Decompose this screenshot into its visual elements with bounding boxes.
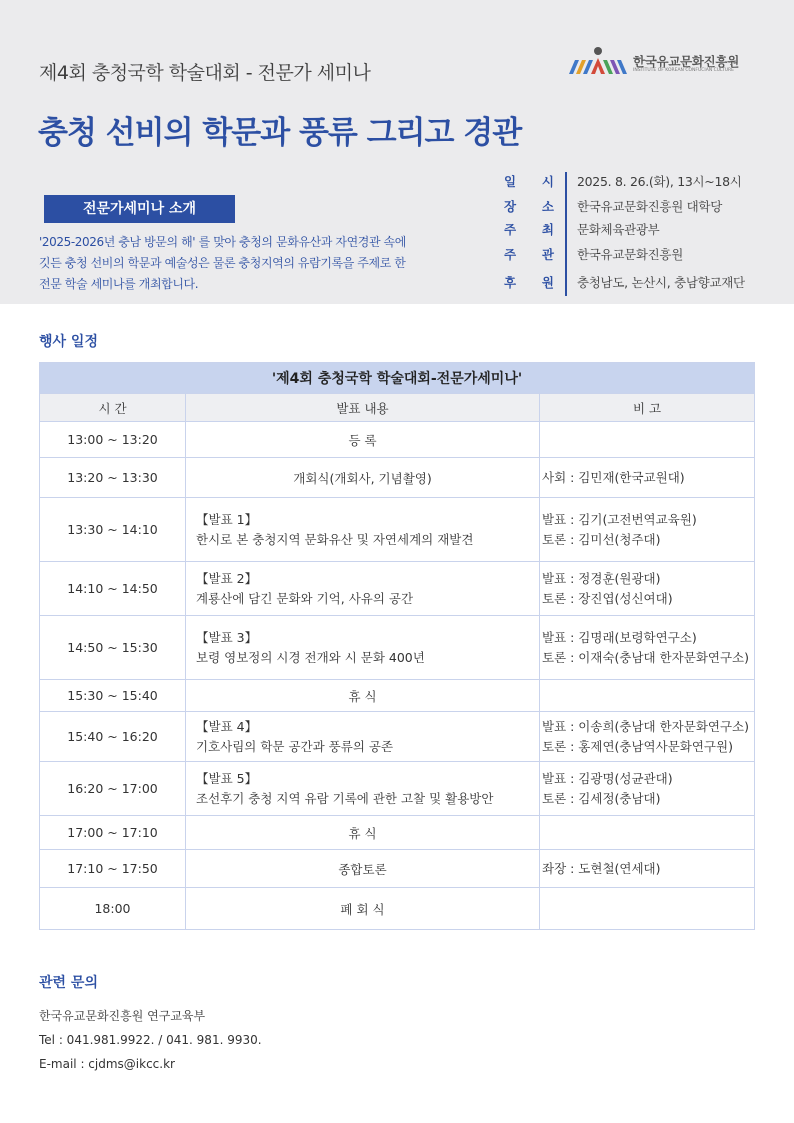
logo-mark-icon xyxy=(567,46,629,78)
intro-line: '2025-2026년 충남 방문의 해' 를 맞아 충청의 문화유산과 자연경관 속에 xyxy=(39,235,406,249)
table-row xyxy=(40,680,755,712)
content-line: 【발표 2】 xyxy=(196,570,258,586)
event-subtitle: 제4회 충청국학 학술대회 - 전문가 세미나 xyxy=(39,62,371,84)
cell-content xyxy=(186,712,540,762)
cell-note xyxy=(540,616,755,680)
table-title: '제4회 충청국학 학술대회-전문가세미나' xyxy=(40,363,755,394)
content-line: 휴 식 xyxy=(348,825,377,841)
cell-content xyxy=(186,562,540,616)
cell-content xyxy=(186,498,540,562)
cell-note xyxy=(540,888,755,930)
note-line: 발표 : 김광명(성균관대) xyxy=(542,770,673,786)
table-row xyxy=(40,762,755,816)
cell-content xyxy=(186,850,540,888)
info-label: 장 소 xyxy=(504,199,554,214)
cell-content xyxy=(186,458,540,498)
cell-time: 16:20 ~ 17:00 xyxy=(40,762,186,816)
table-row xyxy=(40,712,755,762)
contact-phone: Tel : 041.981.9922. / 041. 981. 9930. xyxy=(39,1033,262,1047)
cell-content xyxy=(186,888,540,930)
cell-note xyxy=(540,762,755,816)
content-line: 한시로 본 충청지역 문화유산 및 자연세계의 재발견 xyxy=(196,531,474,547)
content-line: 【발표 4】 xyxy=(196,718,258,734)
info-label: 주 최 xyxy=(504,222,554,237)
cell-note xyxy=(540,562,755,616)
table-row xyxy=(40,562,755,616)
note-line: 발표 : 김명래(보령학연구소) xyxy=(542,629,697,645)
contact-section-title: 관련 문의 xyxy=(39,975,98,991)
cell-note xyxy=(540,850,755,888)
table-row xyxy=(40,816,755,850)
note-line: 좌장 : 도현철(연세대) xyxy=(542,860,661,876)
cell-time: 14:10 ~ 14:50 xyxy=(40,562,186,616)
content-line: 보령 영보정의 시경 전개와 시 문화 400년 xyxy=(196,649,425,665)
contact-info xyxy=(39,1004,262,1076)
content-line: 폐 회 식 xyxy=(340,901,385,917)
table-row xyxy=(40,422,755,458)
cell-content xyxy=(186,762,540,816)
logo-name: 한국유교문화진흥원 xyxy=(633,54,739,69)
cell-time: 13:00 ~ 13:20 xyxy=(40,422,186,458)
cell-note xyxy=(540,498,755,562)
intro-badge: 전문가세미나 소개 xyxy=(44,195,235,223)
intro-line: 전문 학술 세미나를 개최합니다. xyxy=(39,277,199,291)
column-header-note: 비 고 xyxy=(540,394,755,422)
cell-content xyxy=(186,680,540,712)
info-value: 한국유교문화진흥원 대학당 xyxy=(577,199,722,214)
note-line: 토론 : 이재숙(충남대 한자문화연구소) xyxy=(542,649,750,665)
header-band xyxy=(0,0,794,304)
info-label: 일 시 xyxy=(504,174,554,189)
intro-line: 깃든 충청 선비의 학문과 예술성은 물론 충청지역의 유람기록을 주제로 한 xyxy=(39,256,406,270)
note-line: 토론 : 김세정(충남대) xyxy=(542,790,661,806)
content-line: 【발표 3】 xyxy=(196,629,258,645)
info-value: 충청남도, 논산시, 충남향교재단 xyxy=(577,275,745,290)
note-line: 토론 : 김미선(청주대) xyxy=(542,531,661,547)
note-line: 사회 : 김민재(한국교원대) xyxy=(542,469,685,485)
table-row xyxy=(40,616,755,680)
table-row xyxy=(40,888,755,930)
note-line: 발표 : 김기(고전번역교육원) xyxy=(542,511,697,527)
intro-text xyxy=(39,232,439,295)
content-line: 【발표 5】 xyxy=(196,770,258,786)
table-row xyxy=(40,498,755,562)
cell-content xyxy=(186,616,540,680)
cell-content xyxy=(186,816,540,850)
content-line: 종합토론 xyxy=(338,861,387,877)
contact-email: E-mail : cjdms@ikcc.kr xyxy=(39,1057,175,1071)
contact-department: 한국유교문화진흥원 연구교육부 xyxy=(39,1009,206,1023)
cell-time: 13:20 ~ 13:30 xyxy=(40,458,186,498)
cell-content xyxy=(186,422,540,458)
logo-english-name: INSTITUTE OF KOREAN CONFUCIAN CULTURE xyxy=(633,68,734,73)
schedule-section-title: 행사 일정 xyxy=(39,334,98,350)
note-line: 토론 : 홍제연(충남역사문화연구원) xyxy=(542,738,733,754)
table-row xyxy=(40,458,755,498)
content-line: 【발표 1】 xyxy=(196,511,258,527)
info-divider xyxy=(565,172,567,296)
cell-time: 14:50 ~ 15:30 xyxy=(40,616,186,680)
cell-time: 15:40 ~ 16:20 xyxy=(40,712,186,762)
institute-logo xyxy=(567,46,757,82)
info-value: 한국유교문화진흥원 xyxy=(577,247,683,262)
info-value: 2025. 8. 26.(화), 13시~18시 xyxy=(577,174,742,189)
table-row xyxy=(40,850,755,888)
content-line: 기호사림의 학문 공간과 풍류의 공존 xyxy=(196,738,394,754)
cell-time: 15:30 ~ 15:40 xyxy=(40,680,186,712)
schedule-table xyxy=(39,362,755,930)
content-line: 등 록 xyxy=(348,432,377,448)
cell-note xyxy=(540,422,755,458)
cell-note xyxy=(540,680,755,712)
content-line: 계룡산에 담긴 문화와 기억, 사유의 공간 xyxy=(196,590,414,606)
note-line: 토론 : 장진엽(성신여대) xyxy=(542,590,673,606)
info-label: 후 원 xyxy=(504,275,554,290)
cell-time: 18:00 xyxy=(40,888,186,930)
info-value: 문화체육관광부 xyxy=(577,222,660,237)
cell-note xyxy=(540,816,755,850)
content-line: 조선후기 충청 지역 유람 기록에 관한 고찰 및 활용방안 xyxy=(196,790,494,806)
note-line: 발표 : 정경훈(원광대) xyxy=(542,570,661,586)
page-title: 충청 선비의 학문과 풍류 그리고 경관 xyxy=(38,115,522,151)
cell-time: 17:00 ~ 17:10 xyxy=(40,816,186,850)
column-header-time: 시 간 xyxy=(40,394,186,422)
cell-time: 17:10 ~ 17:50 xyxy=(40,850,186,888)
content-line: 개회식(개회사, 기념촬영) xyxy=(293,470,432,486)
cell-note xyxy=(540,458,755,498)
column-header-content: 발표 내용 xyxy=(186,394,540,422)
content-line: 휴 식 xyxy=(348,688,377,704)
cell-time: 13:30 ~ 14:10 xyxy=(40,498,186,562)
info-label: 주 관 xyxy=(504,247,554,262)
cell-note xyxy=(540,712,755,762)
note-line: 발표 : 이송희(충남대 한자문화연구소) xyxy=(542,718,750,734)
